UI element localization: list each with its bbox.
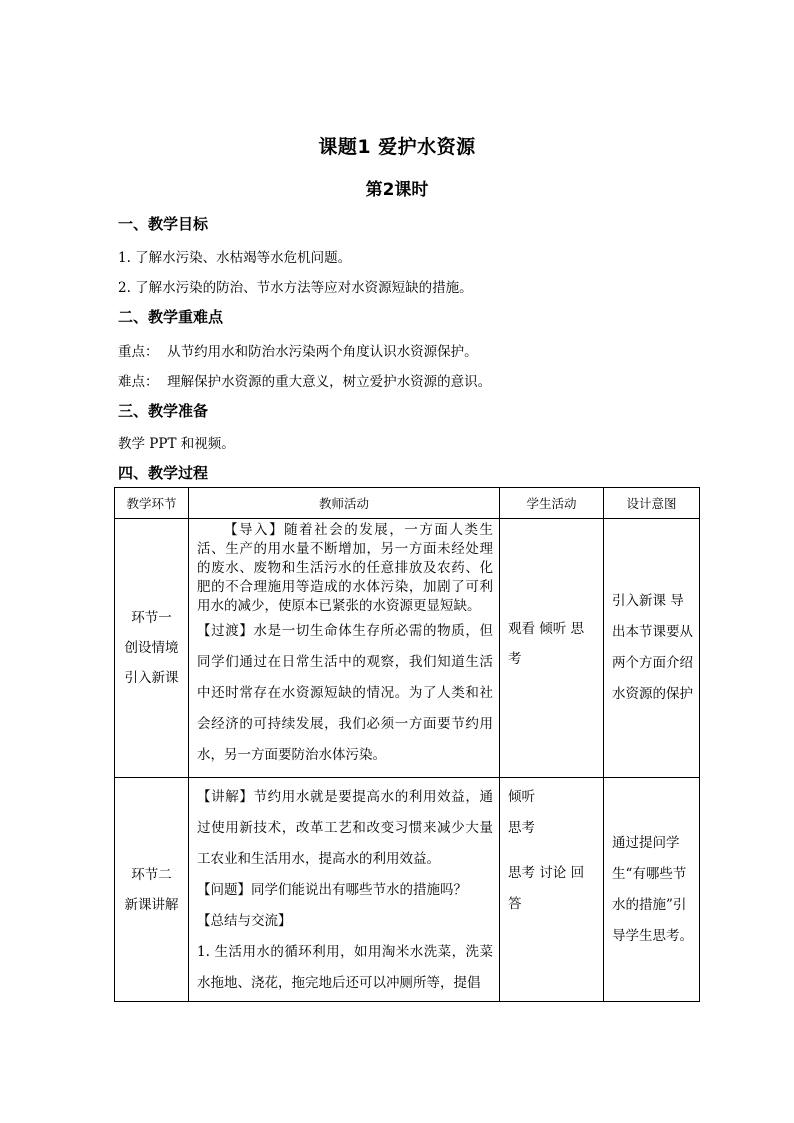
teacher-activity-cell <box>189 778 500 1002</box>
stage-line: 创设情境 <box>124 640 179 656</box>
design-intent-cell <box>604 519 700 778</box>
table-row <box>115 778 700 1002</box>
student-text: 观看 倾听 思考 <box>508 621 585 667</box>
teacher-activity-cell <box>189 519 500 778</box>
stage-line: 环节一 <box>131 610 172 626</box>
stage-line: 引入新课 <box>124 670 179 686</box>
stage-line: 新课讲解 <box>124 896 179 913</box>
preparation-heading: 三、教学准备 <box>118 402 209 420</box>
stage-cell <box>115 519 189 778</box>
lesson-title: 课题1 爱护水资源 <box>318 136 476 158</box>
student-text: 思考 <box>508 820 535 836</box>
process-heading: 四、教学过程 <box>118 464 209 482</box>
intent-text: 通过提问学生“有哪些节水的措施”引导学生思考。 <box>612 834 693 944</box>
difficulty-line: 难点： 理解保护水资源的重大意义，树立爱护水资源的意识。 <box>118 374 492 390</box>
transition-paragraph: 【过渡】水是一切生命体生存所必需的物质，但同学们通过在日常生活中的观察，我们知道生活中还时常存在水资源短缺的情况。为了人类和社会经济的可持续发展，我们必须一方面要节约用水，另一方面要防治水体污染。 <box>197 623 493 763</box>
table-row <box>115 519 700 778</box>
header-design-intent: 设计意图 <box>604 488 700 519</box>
intro-paragraph: 【导入】随着社会的发展，一方面人类生活、生产的用水量不断增加，另一方面未经处理的废水、废物和生活污水的任意排放及农药、化肥的不合理施用等造成的水体污染，加剧了可利用水的减少，使原本已紧张的水资源更显短缺。 <box>197 522 493 614</box>
student-text: 思考 讨论 回答 <box>508 865 585 912</box>
objective-item-1: 1. 了解水污染、水枯竭等水危机问题。 <box>118 250 352 266</box>
teaching-process-table <box>114 487 700 1002</box>
objective-item-2: 2. 了解水污染的防治、节水方法等应对水资源短缺的措施。 <box>118 280 473 296</box>
header-teacher-activity: 教师活动 <box>189 488 500 519</box>
summary-label: 【总结与交流】 <box>197 913 292 929</box>
student-activity-cell <box>500 778 604 1002</box>
intent-text: 引入新课 导出本节课要从两个方面介绍水资源的保护 <box>612 593 693 702</box>
question-paragraph: 【问题】同学们能说出有哪些节水的措施吗？ <box>197 882 467 898</box>
explain-paragraph: 【讲解】节约用水就是要提高水的利用效益，通过使用新技术，改革工艺和改变习惯来减少大量工农业和生活用水，提高水的利用效益。 <box>197 789 493 867</box>
preparation-text: 教学 PPT 和视频。 <box>118 436 235 452</box>
table-header-row <box>115 488 700 519</box>
design-intent-cell <box>604 778 700 1002</box>
stage-line: 环节二 <box>131 866 172 883</box>
student-activity-cell <box>500 519 604 778</box>
header-stage: 教学环节 <box>115 488 189 519</box>
focus-line: 重点： 从节约用水和防治水污染两个角度认识水资源保护。 <box>118 344 478 360</box>
objectives-heading: 一、教学目标 <box>118 215 209 233</box>
point-paragraph: 1. 生活用水的循环利用，如用淘米水洗菜，洗菜水拖地、浇花，拖完地后还可以冲厕所等，提倡 <box>197 944 493 991</box>
stage-cell <box>115 778 189 1002</box>
key-points-heading: 二、教学重难点 <box>118 308 224 326</box>
header-student-activity: 学生活动 <box>500 488 604 519</box>
student-text: 倾听 <box>508 789 535 805</box>
lesson-subtitle: 第2课时 <box>365 180 429 200</box>
